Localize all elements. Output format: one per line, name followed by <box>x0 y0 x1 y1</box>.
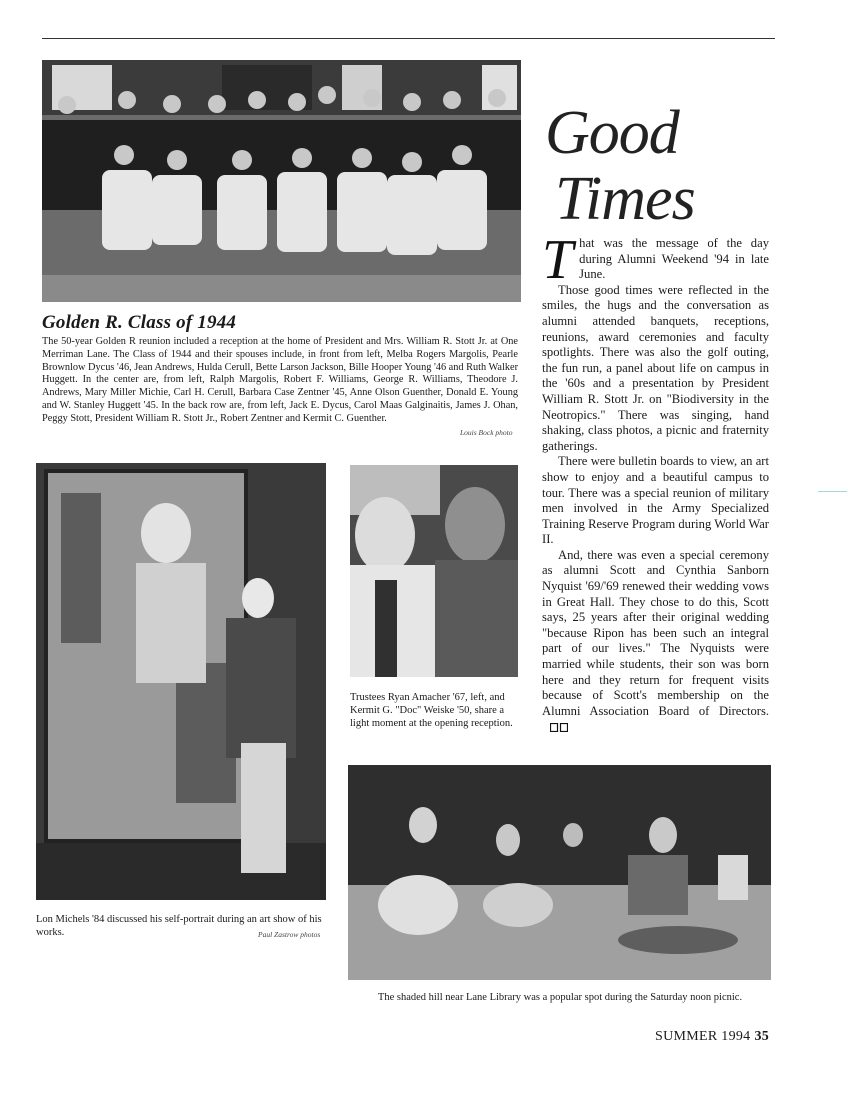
lon-michels-photo-caption: Lon Michels '84 discussed his self-portrait during an art show of his works. <box>36 914 322 938</box>
article-paragraph-1 <box>542 229 769 291</box>
reunion-group-photo <box>42 60 521 302</box>
picnic-photo-caption: The shaded hill near Lane Library was a popular spot during the Saturday noon picnic. <box>377 992 743 1003</box>
article-paragraph-2: Those good times were reflected in the smiles, the hugs and the conversation as alumni attended banquets, receptions, reunions, award ceremonies and faculty spotlights. There was also the golf outing, the fun run, a panel about life on campus in the '60s and a presentation by President William R. Stott Jr. on "Biodiversity in the Neotropics." There was singing, hand shaking, class photos, a picnic and fraternity gatherings. <box>542 282 769 453</box>
reunion-photo-caption: The 50-year Golden R reunion included a reception at the home of President and Mrs. William R. Stott Jr. at One Merriman Lane. The Class of 1944 and their spouses include, in front from left, Melba Rogers Margolis, Pearle Brownlow Dycus '46, Jean Andrews, Hulda Cerull, Bette Larson Jackson, Bille Hooper Young '46 and Ruth Walker Huggett. In the center are, from left, Ralph Margolis, Robert F. Williams, George R. Williams, Theodore J. Andrews, Mary Miller Michie, Carl H. Cerull, Barbara Case Zentner '45, Anne Olson Guenther, Donald E. Young and W. Stanley Huggett '45. In the back row are, from left, Jack E. Dycus, Carol Maas Galginaitis, James J. Ohan, Peggy Stott, President William R. Stott Jr., Robert Zentner and Kermit C. Guenther. <box>42 336 518 424</box>
article-paragraph-1-text: hat was the message of the day during Alumni Weekend '94 in late June. <box>579 236 769 282</box>
folio-page-number: 35 <box>754 1029 770 1044</box>
paul-zastrow-credit: Paul Zastrow photos <box>258 930 321 939</box>
folio-issue: SUMMER 1994 <box>655 1029 751 1044</box>
end-mark-icon <box>550 723 568 732</box>
trustees-photo-caption: Trustees Ryan Amacher '67, left, and Kermit G. "Doc" Weiske '50, share a light moment at the opening reception. <box>350 692 513 729</box>
picnic-photo <box>348 765 771 980</box>
article-paragraph-3: There were bulletin boards to view, an art show to enjoy and a beautiful campus to tour. There was a special reunion of military men involved in the Army Specialized Training Reserve Program during World War II. <box>542 454 769 547</box>
scan-edge-mark <box>818 491 847 492</box>
headline-line-1: Good <box>545 99 679 167</box>
top-rule <box>42 38 775 39</box>
article-headline <box>545 100 695 232</box>
drop-cap: T <box>542 229 574 291</box>
reunion-photo-title: Golden R. Class of 1944 <box>42 312 237 333</box>
headline-line-2: Times <box>555 165 695 233</box>
article-paragraph-4-text: And, there was even a special ceremony as alumni Scott and Cynthia Sanborn Nyquist '69/'69 renewed their wedding vows in Great Hall. They chose to do this, Scott says, 25 years after their original wedding "because Ripon has been such an integral part of our lives." The Nyquists were married while students, their son was born here and they return for frequent visits because of Scott's membership on the Alumni Association Board of Directors. <box>542 547 769 718</box>
trustees-photo <box>350 465 518 677</box>
reunion-photo-credit: Louis Bock photo <box>460 428 513 437</box>
article-paragraph-4 <box>542 548 769 735</box>
lon-michels-photo <box>36 463 326 900</box>
article-body <box>542 229 769 735</box>
page-folio <box>655 1029 769 1045</box>
